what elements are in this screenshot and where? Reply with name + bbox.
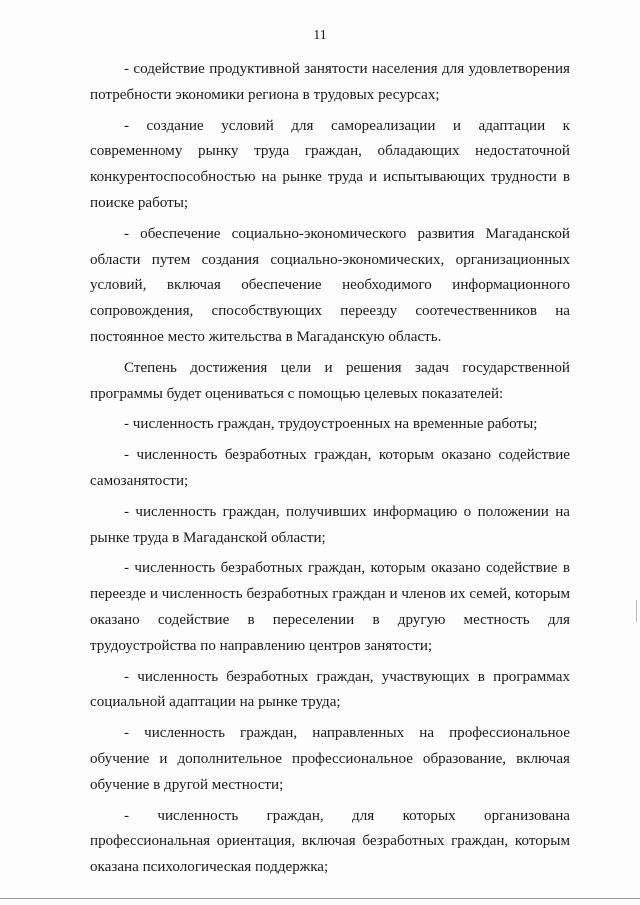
paragraph-goal-adaptation: - создание условий для самореализации и адаптации к современному рынку труда граждан, обладающих недостаточной конкурентоспособностью на рынке труда и испытывающих трудности в поиске работы; [90, 117, 570, 211]
scan-artifact [636, 600, 637, 622]
indicator-vocational-training: - численность граждан, направленных на профессиональное обучение и дополнительное профессиональное образование, включая обучение в другой местности; [90, 725, 570, 793]
paragraph-goal-development: - обеспечение социально-экономического развития Магаданской области путем создания социально-экономических, организационных условий, включая обеспечение необходимого информационного сопровождения, способствующих переезду соотечественников на постоянное место жительства в Магаданскую область. [90, 225, 570, 345]
indicator-career-guidance: - численность граждан, для которых организована профессиональная ориентация, включая безработных граждан, которым оказана психологическая поддержка; [90, 807, 570, 876]
indicator-temporary-work: - численность граждан, трудоустроенных на временные работы; [124, 416, 538, 433]
indicator-relocation: - численность безработных граждан, которым оказано содействие в переезде и численность безработных граждан и членов их семей, которым оказано содействие в переселении в другую местность для трудоустройства по направлению центров занятости; [90, 560, 570, 654]
indicator-self-employment: - численность безработных граждан, которым оказано содействие самозанятости; [90, 447, 570, 489]
indicator-labor-market-info: - численность граждан, получивших информацию о положении на рынке труда в Магаданской области; [90, 503, 570, 546]
page-number: 11 [313, 28, 327, 43]
paragraph-indicators-intro: Степень достижения цели и решения задач государственной программы будет оцениваться с помощью целевых показателей: [90, 359, 570, 402]
page-bottom-edge [0, 898, 640, 899]
paragraph-goal-employment: - содействие продуктивной занятости населения для удовлетворения потребности экономики региона в трудовых ресурсах; [90, 61, 570, 103]
indicator-social-adaptation: - численность безработных граждан, участвующих в программах социальной адаптации на рынке труда; [90, 668, 570, 711]
document-body [90, 57, 570, 886]
